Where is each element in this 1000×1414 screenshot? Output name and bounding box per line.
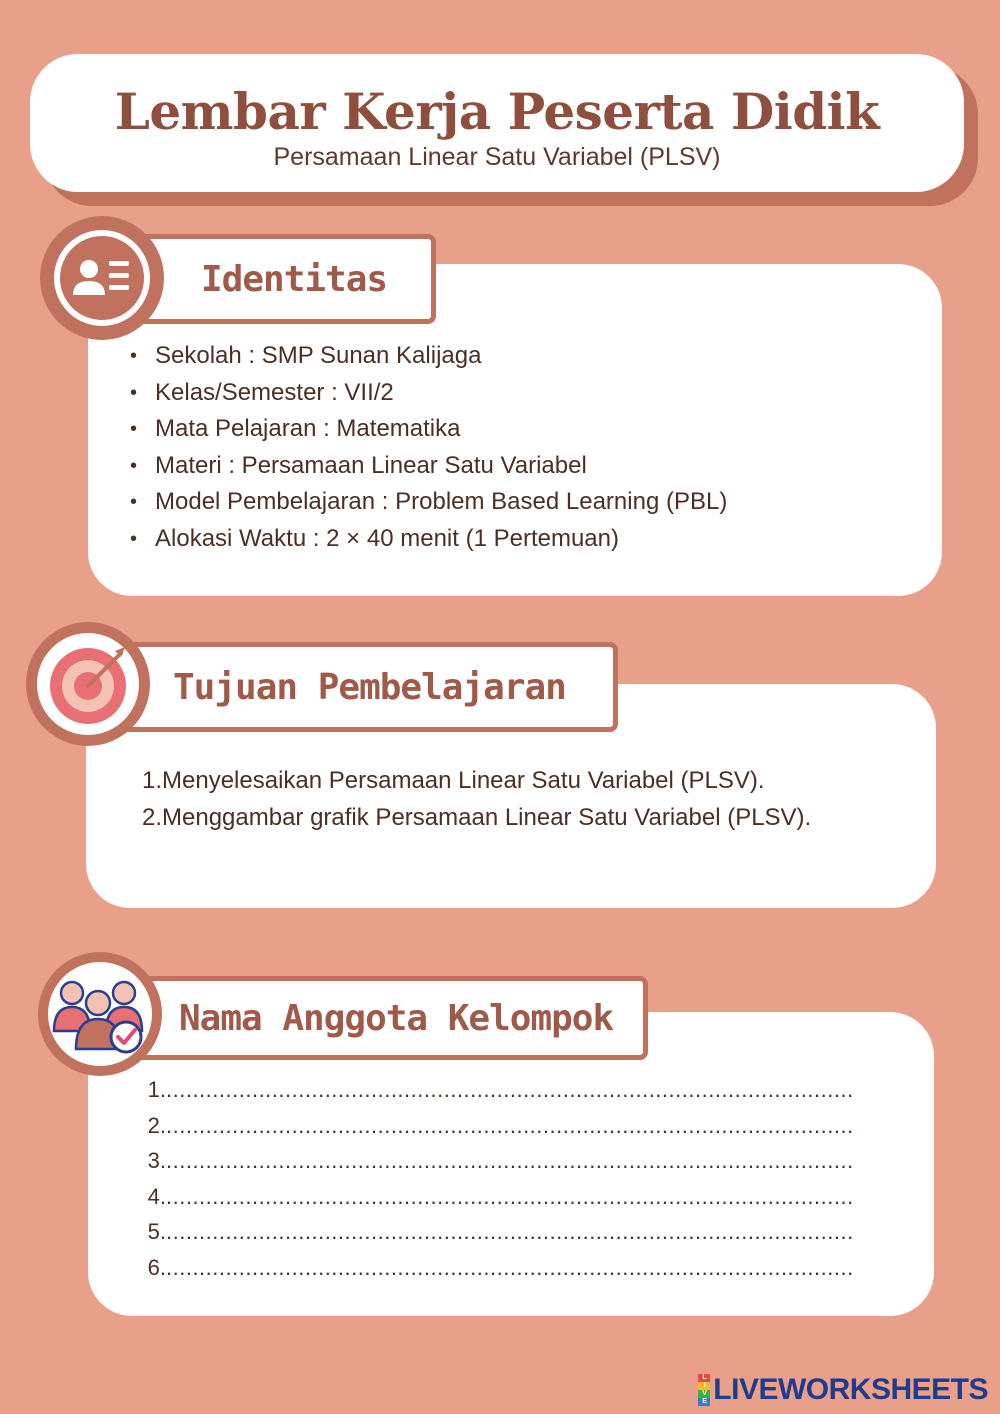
member-line[interactable]: 5. ........................................................................................................ (147, 1219, 854, 1244)
tujuan-icon-badge (26, 622, 150, 746)
list-item: • Materi : Persamaan Linear Satu Variabel (130, 451, 587, 479)
tujuan-list (136, 762, 811, 836)
group-check-icon (50, 969, 150, 1059)
identitas-header (122, 234, 436, 324)
brand-logo-letter: V (698, 1390, 710, 1398)
page-subtitle: Persamaan Linear Satu Variabel (PLSV) (273, 143, 721, 171)
member-line[interactable]: 3. ........................................................................................................ (147, 1148, 854, 1173)
list-item: • Mata Pelajaran : Matematika (130, 415, 461, 443)
anggota-icon-badge (38, 952, 162, 1076)
title-card (30, 54, 964, 192)
tujuan-header (108, 642, 618, 732)
member-line[interactable]: 1. ........................................................................................................ (147, 1077, 854, 1102)
member-line[interactable]: 4. ........................................................................................................ (147, 1183, 854, 1209)
member-line[interactable]: 2. ........................................................................................................ (147, 1112, 854, 1138)
anggota-heading: Nama Anggota Kelompok (179, 997, 614, 1039)
list-item: 1. Menyelesaikan Persamaan Linear Satu Variabel (PLSV). (141, 767, 765, 794)
identitas-list (130, 338, 727, 558)
identitas-icon-badge (40, 216, 164, 340)
list-item: • Kelas/Semester : VII/2 (130, 378, 394, 406)
brand-text: LIVEWORKSHEETS (713, 1373, 988, 1406)
tujuan-heading: Tujuan Pembelajaran (173, 666, 566, 708)
brand-logo-letter: L (698, 1374, 710, 1382)
brand-logo-letter: I (698, 1382, 710, 1390)
anggota-header (124, 976, 648, 1060)
target-icon (43, 639, 133, 729)
brand-logo-icon (698, 1374, 710, 1406)
anggota-list (140, 1072, 912, 1285)
member-line[interactable]: 6. ........................................................................................................ (147, 1254, 854, 1280)
id-card-icon (71, 255, 133, 301)
list-item: 2. Menggambar grafik Persamaan Linear Satu Variabel (PLSV). (141, 804, 812, 831)
liveworksheets-logo[interactable] (698, 1373, 988, 1407)
page-title: Lembar Kerja Peserta Didik (114, 82, 880, 141)
identitas-heading: Identitas (201, 258, 388, 300)
list-item: • Sekolah : SMP Sunan Kalijaga (130, 342, 482, 369)
list-item: • Alokasi Waktu : 2 × 40 menit (1 Pertemuan) (130, 524, 619, 552)
brand-logo-letter: E (698, 1398, 710, 1406)
list-item: • Model Pembelajaran : Problem Based Learning (PBL) (130, 488, 728, 516)
